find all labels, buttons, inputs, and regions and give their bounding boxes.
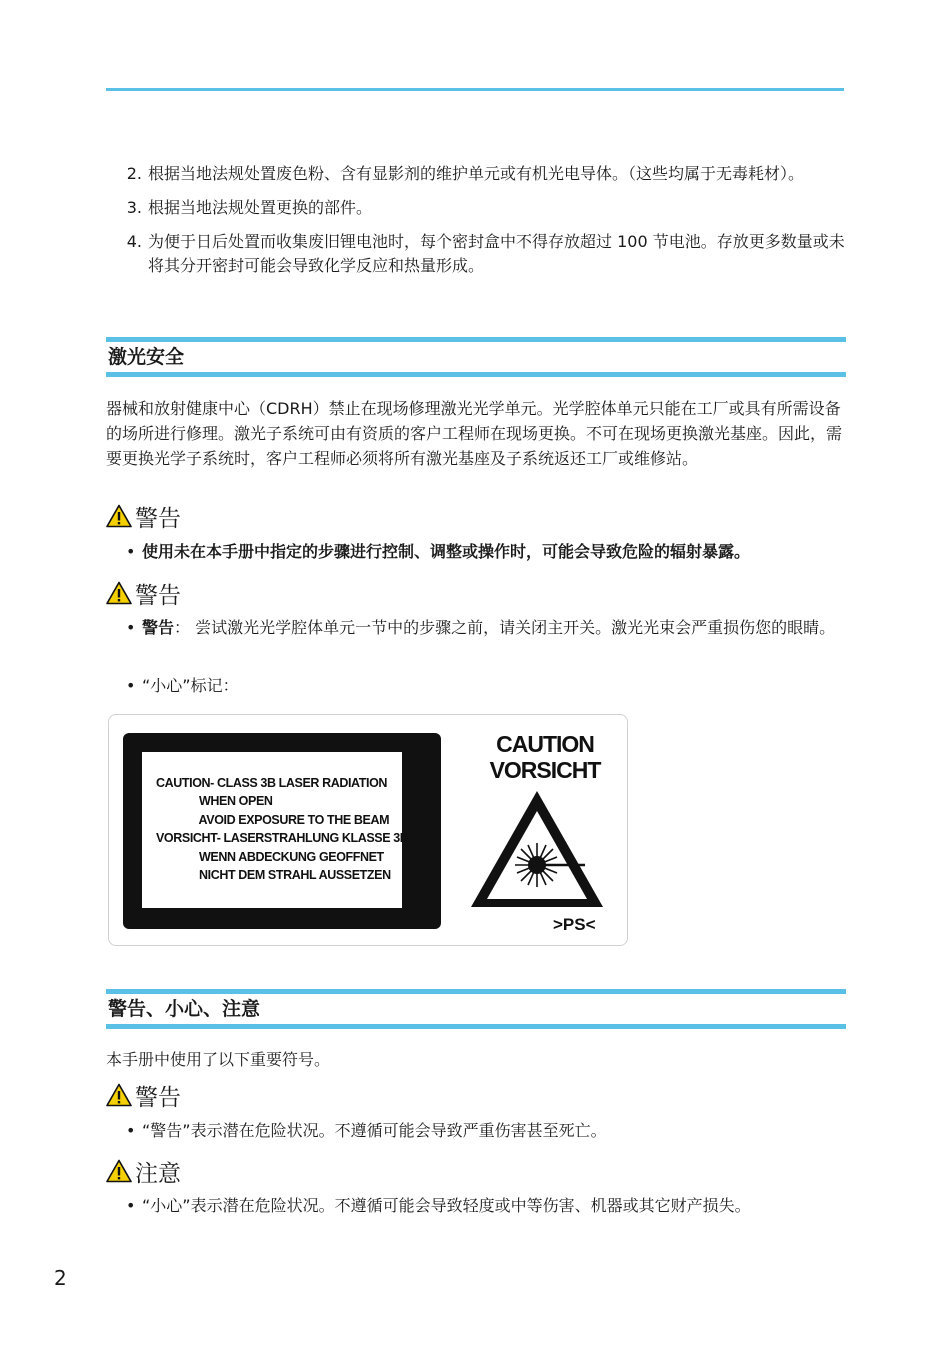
header-rule <box>106 88 844 91</box>
bullet-text: 使用未在本手册中指定的步骤进行控制、调整或操作时，可能会导致危险的辐射暴露。 <box>142 542 751 561</box>
list-item <box>106 230 846 278</box>
warning-heading <box>106 578 181 608</box>
bullet-dot: • <box>126 542 136 561</box>
warning-heading <box>106 501 181 531</box>
list-item <box>106 162 846 186</box>
bullet-text <box>142 615 846 640</box>
list-number: 2. <box>126 164 142 183</box>
bullet-dot: • <box>126 676 136 695</box>
warning-bullet <box>126 615 846 640</box>
list-number: 3. <box>126 198 142 217</box>
warning-heading <box>106 1080 181 1110</box>
warning-bullet <box>126 539 846 564</box>
laser-intro-paragraph: 器械和放射健康中心（CDRH）禁止在现场修理激光光学单元。光学腔体单元只能在工厂或具有所需设备的场所进行修理。激光子系统可由有资质的客户工程师在现场更换。不可在现场更换激光基座。因此，需要更换光学子系统时，客户工程师必须将所有激光基座及子系统返还工厂或维修站。 <box>106 399 843 468</box>
caution-title: 注意 <box>135 1160 181 1187</box>
label-text-area <box>141 751 412 909</box>
bullet-text: “小心”标记： <box>142 676 239 695</box>
label-text-panel <box>123 733 441 929</box>
list-text: 为便于日后处置而收集废旧锂电池时，每个密封盒中不得存放超过 100 节电池。存放更多数量或未将其分开密封可能会导致化学反应和热量形成。 <box>148 232 845 275</box>
warning-triangle-icon <box>106 1159 132 1183</box>
section-heading-warnings: 警告、小心、注意 <box>106 989 846 1029</box>
page-number: 2 <box>54 1266 67 1290</box>
bullet-dot: • <box>126 618 136 637</box>
label-title-2: VORSICHT <box>489 757 601 783</box>
list-number: 4. <box>126 232 142 251</box>
laser-hazard-icon <box>467 787 607 911</box>
warning-title: 警告 <box>135 1084 181 1111</box>
warning-triangle-icon <box>106 1083 132 1107</box>
bullet-text: “警告”表示潜在危险状况。不遵循可能会导致严重伤害甚至死亡。 <box>142 1121 607 1140</box>
caution-bullet <box>126 673 846 698</box>
caution-bullet <box>126 1193 846 1218</box>
label-warning-text: CAUTION- CLASS 3B LASER RADIATION WHEN OPEN AVOID EXPOSURE TO THE BEAM VORSICHT- LASERSTRAHLUNG KLASSE 3B, WENN ABDECKUNG GEOFFNET NICHT DEM STRAHL AUSSETZEN <box>156 776 412 883</box>
warning-title: 警告 <box>135 505 181 532</box>
list-text: 根据当地法规处置更换的部件。 <box>148 198 373 217</box>
list-text: 根据当地法规处置废色粉、含有显影剂的维护单元或有机光电导体。（这些均属于无毒耗材）。 <box>148 164 805 183</box>
caution-heading <box>106 1156 181 1186</box>
warning-triangle-icon <box>106 504 132 528</box>
notice-intro: 本手册中使用了以下重要符号。 <box>106 1050 331 1069</box>
laser-caution-label-image <box>108 714 628 946</box>
bullet-body: ： 尝试激光光学腔体单元一节中的步骤之前，请关闭主开关。激光光束会严重损伤您的眼睛。 <box>174 618 836 637</box>
label-caution-title <box>465 731 625 783</box>
bullet-dot: • <box>126 1196 136 1215</box>
label-code: >PS< <box>553 915 596 934</box>
warning-title: 警告 <box>135 582 181 609</box>
warning-bullet <box>126 1118 846 1143</box>
label-title-1: CAUTION <box>496 731 594 757</box>
section-heading-laser-safety: 激光安全 <box>106 337 846 377</box>
numbered-list <box>106 162 846 288</box>
bullet-dot: • <box>126 1121 136 1140</box>
bullet-label: 警告 <box>142 618 175 637</box>
bullet-text: “小心”表示潜在危险状况。不遵循可能会导致轻度或中等伤害、机器或其它财产损失。 <box>142 1196 751 1215</box>
list-item <box>106 196 846 220</box>
warning-triangle-icon <box>106 581 132 605</box>
